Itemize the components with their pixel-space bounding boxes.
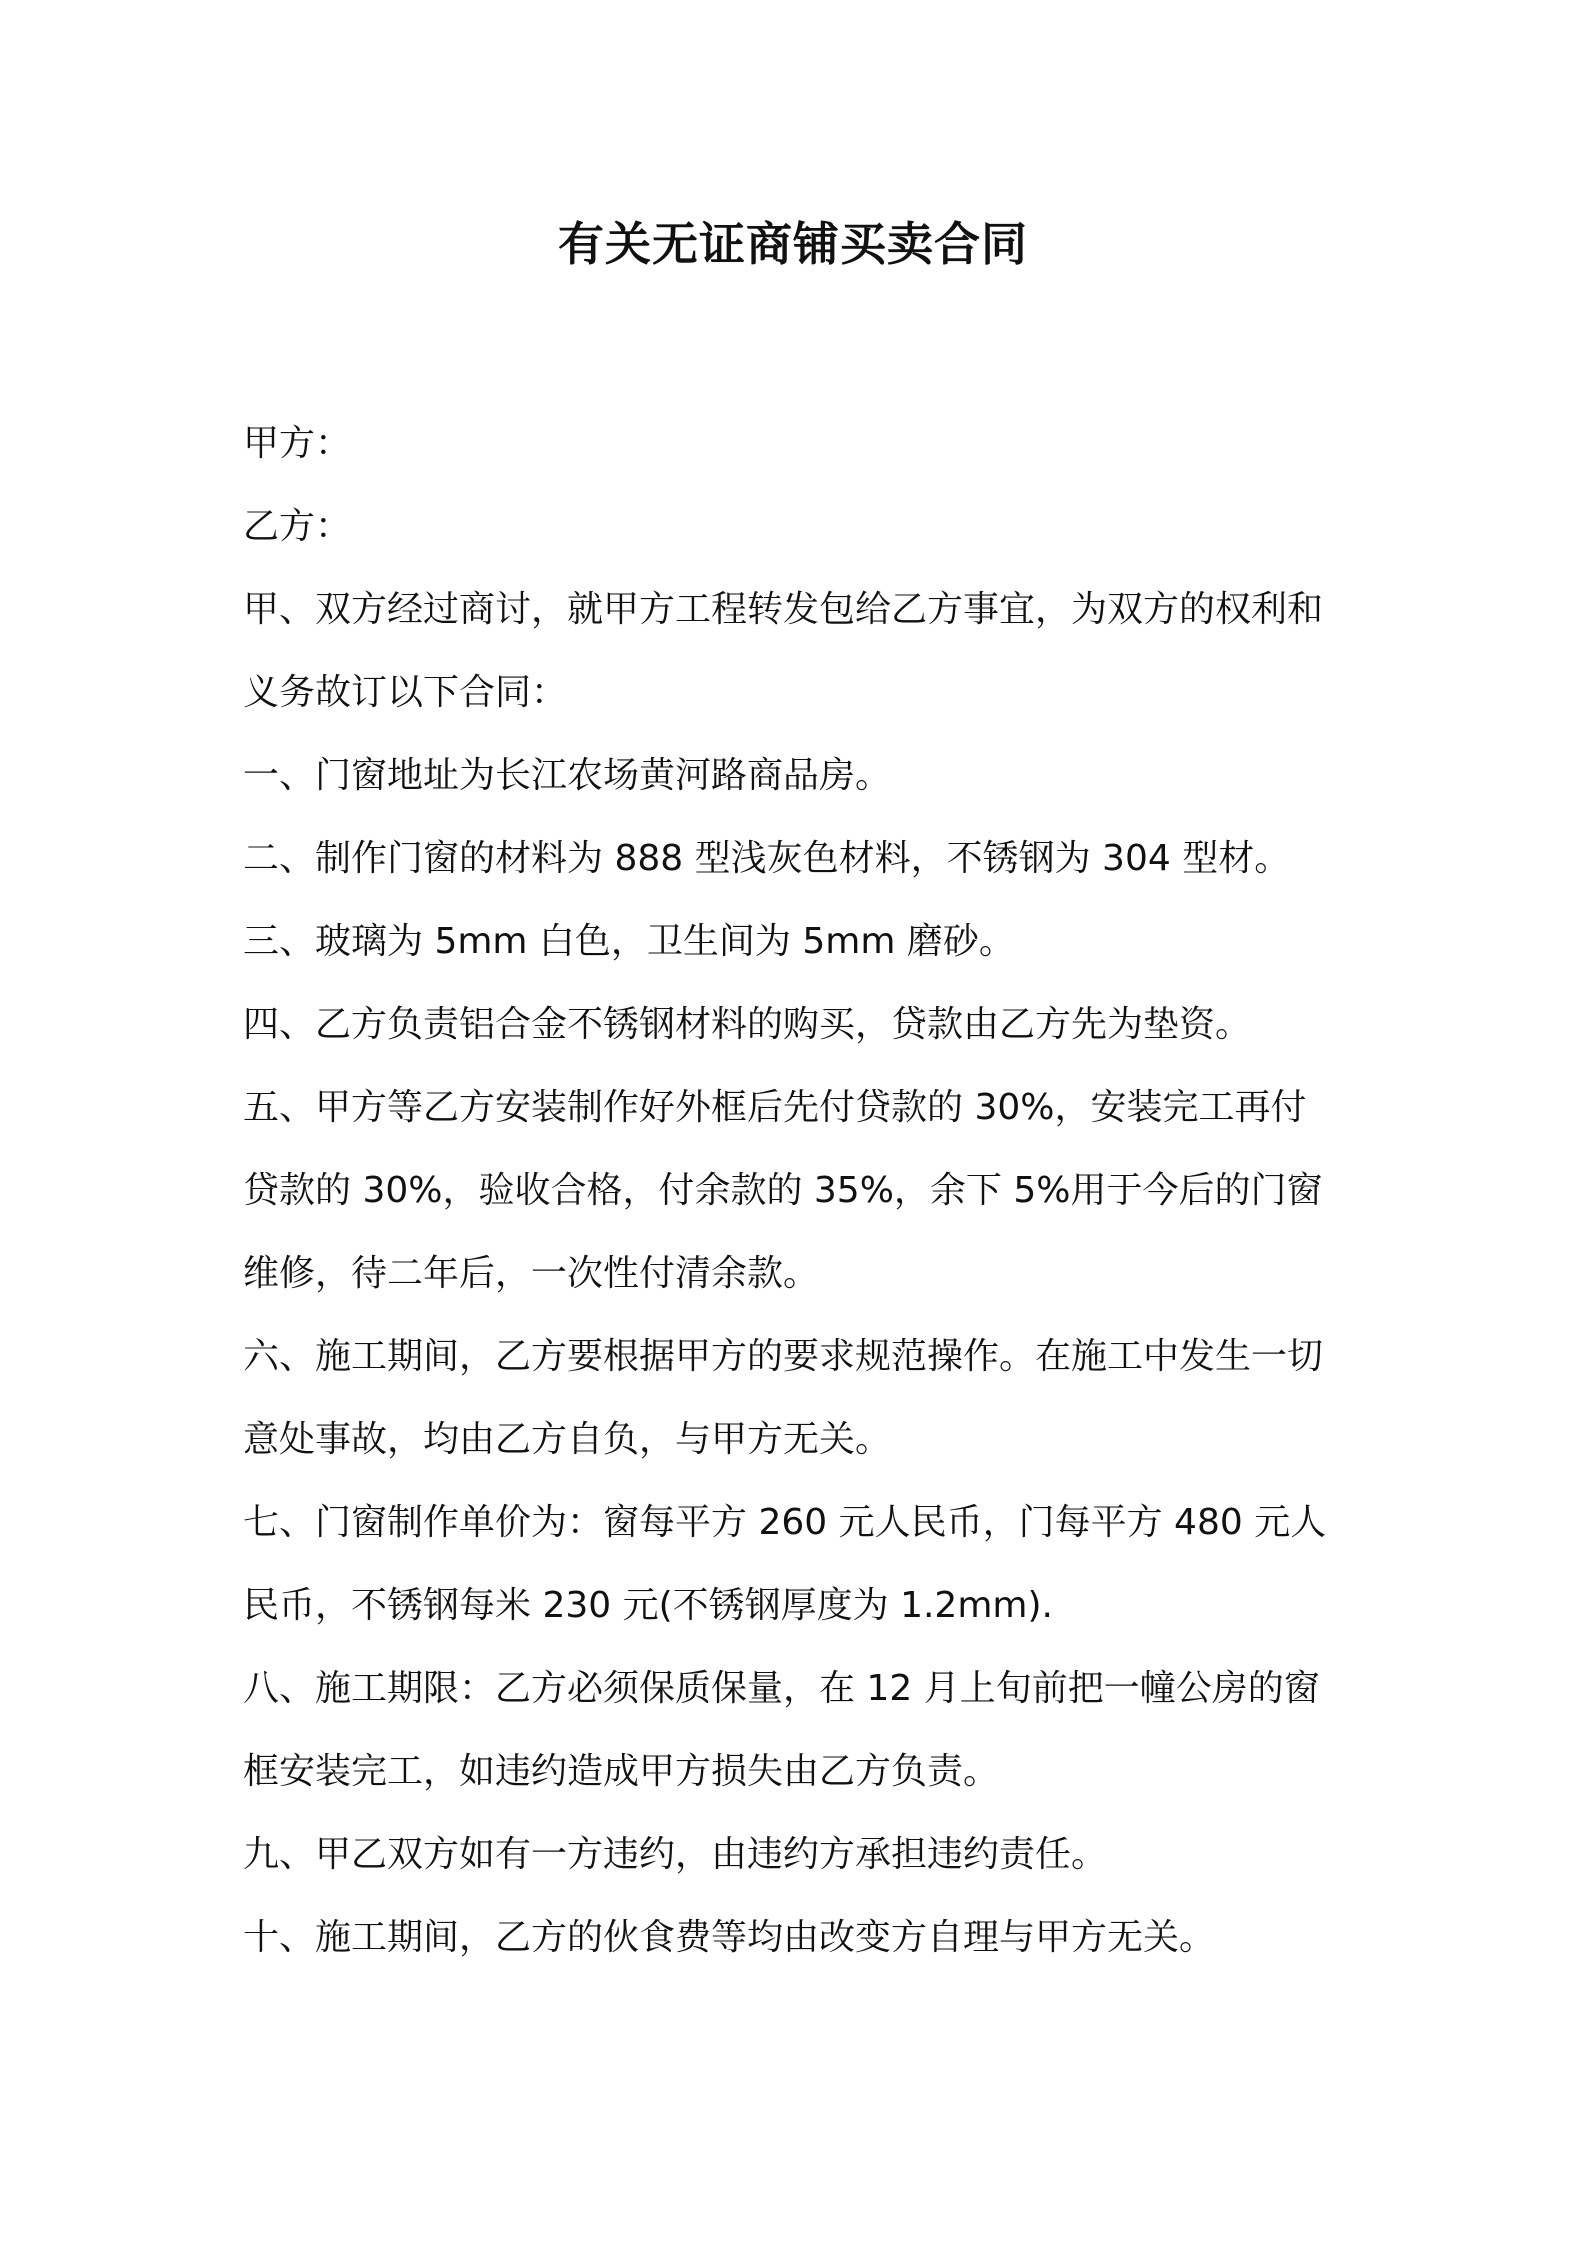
clause-5-line-2: 贷款的 30%，验收合格，付余款的 35%，余下 5%用于今后的门窗 <box>243 1170 1323 1211</box>
clause-5-line-1: 五、甲方等乙方安装制作好外框后先付贷款的 30%，安装完工再付 <box>243 1087 1307 1128</box>
clause-6-line-1: 六、施工期间，乙方要根据甲方的要求规范操作。在施工中发生一切 <box>243 1336 1324 1377</box>
clause-8-line-1: 八、施工期限：乙方必须保质保量，在 12 月上旬前把一幢公房的窗 <box>243 1668 1320 1709</box>
clause-6-line-2: 意处事故，均由乙方自负，与甲方无关。 <box>243 1419 892 1460</box>
preamble-line-1: 甲、双方经过商讨，就甲方工程转发包给乙方事宜，为双方的权利和 <box>243 589 1324 630</box>
clause-3: 三、玻璃为 5mm 白色，卫生间为 5mm 磨砂。 <box>243 921 1015 962</box>
clause-1: 一、门窗地址为长江农场黄河路商品房。 <box>243 755 892 796</box>
clause-7-line-2: 民币，不锈钢每米 230 元(不锈钢厚度为 1.2mm). <box>243 1585 1053 1626</box>
party-b-line: 乙方： <box>243 506 352 547</box>
clause-4: 四、乙方负责铝合金不锈钢材料的购买，贷款由乙方先为垫资。 <box>243 1004 1252 1045</box>
party-a-line: 甲方： <box>243 423 352 464</box>
clause-5-line-3: 维修，待二年后，一次性付清余款。 <box>243 1253 820 1294</box>
preamble-line-2: 义务故订以下合同： <box>243 672 568 713</box>
contract-body <box>243 402 1358 1979</box>
clause-2: 二、制作门窗的材料为 888 型浅灰色材料，不锈钢为 304 型材。 <box>243 838 1291 879</box>
clause-9: 九、甲乙双方如有一方违约，由违约方承担违约责任。 <box>243 1834 1108 1875</box>
clause-7-line-1: 七、门窗制作单价为：窗每平方 260 元人民币，门每平方 480 元人 <box>243 1502 1327 1543</box>
document-title: 有关无证商铺买卖合同 <box>558 217 1028 271</box>
clause-8-line-2: 框安装完工，如违约造成甲方损失由乙方负责。 <box>243 1751 1000 1792</box>
clause-10: 十、施工期间，乙方的伙食费等均由改变方自理与甲方无关。 <box>243 1917 1216 1958</box>
